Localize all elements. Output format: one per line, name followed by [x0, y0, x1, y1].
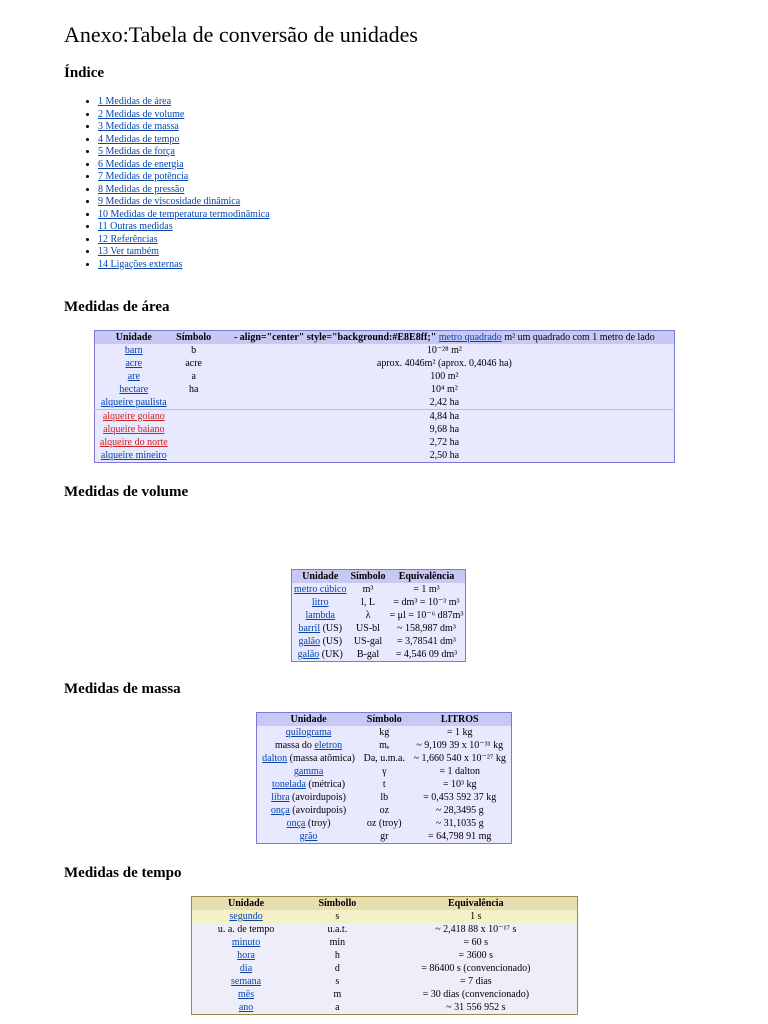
toc-link[interactable]: 5 Medidas de força — [98, 146, 175, 157]
table-header-row — [257, 713, 512, 727]
toc-heading: Índice — [64, 65, 105, 81]
toc-link[interactable]: 2 Medidas de volume — [98, 108, 185, 120]
unit-cell — [292, 622, 349, 635]
unit-link[interactable]: segundo — [229, 911, 263, 922]
unit-qualifier: (métrica) — [305, 779, 346, 790]
unit-link[interactable]: onça — [270, 805, 290, 816]
unit-cell — [95, 449, 173, 463]
unit-qualifier: (massa atômica) — [287, 753, 355, 764]
table-row — [95, 370, 675, 383]
toc-item — [98, 209, 270, 222]
equivalence-cell: ~ 9,109 39 x 10⁻³¹ kg — [416, 740, 504, 751]
unit-cell — [95, 357, 173, 370]
column-header: Símbolo — [173, 331, 215, 345]
unit-link[interactable]: eletron — [314, 740, 343, 751]
table-row — [292, 622, 466, 635]
table-row — [257, 817, 512, 830]
unit-cell — [292, 583, 349, 596]
symbol-cell: s — [335, 976, 340, 987]
equivalence-cell: = 3,78541 dm³ — [397, 636, 456, 647]
column-header: Símbolo — [360, 713, 408, 727]
toc-item — [98, 196, 270, 209]
equivalence-cell: ~ 31 556 952 s — [446, 1002, 506, 1013]
unit-link[interactable]: barril — [298, 623, 321, 634]
toc-link[interactable]: 7 Medidas de potência — [98, 171, 189, 182]
unit-cell — [192, 1001, 301, 1015]
table-row — [95, 383, 675, 396]
header-description: m² um quadrado com 1 metro de lado — [504, 332, 655, 343]
table-row — [257, 804, 512, 817]
unit-prefix: massa do — [274, 740, 315, 751]
symbol-cell: kg — [379, 727, 390, 738]
unit-qualifier: (troy) — [305, 818, 331, 829]
table-header-row — [192, 897, 578, 911]
equivalence-cell: = 10³ kg — [442, 779, 477, 790]
unit-link[interactable]: galão — [298, 636, 321, 647]
unit-link[interactable]: dalton — [262, 753, 288, 764]
toc-item — [98, 184, 270, 197]
column-header: LITROS — [408, 713, 511, 727]
unit-link[interactable]: are — [127, 371, 140, 382]
page-title: Anexo:Tabela de conversão de unidades — [64, 22, 418, 47]
link-metro-quadrado[interactable]: metro quadrado — [438, 332, 502, 343]
toc-link[interactable]: 10 Medidas de temperatura termodinâmica — [98, 208, 270, 220]
unit-link[interactable]: grão — [299, 831, 318, 842]
toc-item — [98, 96, 270, 109]
unit-qualifier: (avoirdupois) — [289, 792, 346, 803]
equivalence-cell: ~ 28,3495 g — [435, 805, 484, 816]
table-row — [192, 910, 578, 923]
unit-cell — [292, 635, 349, 648]
table-row — [257, 778, 512, 791]
table-header-row — [95, 331, 675, 345]
table-row — [192, 949, 578, 962]
column-header: Unidade — [292, 570, 349, 584]
table-row — [292, 609, 466, 622]
symbol-cell: B-gal — [356, 649, 380, 660]
toc-link[interactable]: 13 Ver também — [98, 246, 159, 257]
symbol-cell: λ — [365, 610, 371, 621]
unit-link[interactable]: litro — [311, 597, 329, 608]
toc-item — [98, 146, 270, 159]
symbol-cell: ha — [188, 384, 199, 395]
table-row — [192, 975, 578, 988]
symbol-cell — [173, 396, 215, 410]
symbol-cell: oz (troy) — [366, 818, 402, 829]
table-row — [292, 596, 466, 609]
unit-cell — [257, 765, 361, 778]
symbol-cell: US-bl — [356, 623, 380, 634]
table-row — [257, 739, 512, 752]
equivalence-cell: ~ 1,660 540 x 10⁻²⁷ kg — [413, 753, 506, 764]
unit-link[interactable]: acre — [125, 358, 143, 369]
equivalence-cell: = 0,453 592 37 kg — [423, 792, 497, 803]
unit-cell — [192, 936, 301, 949]
unit-link[interactable]: alqueire do norte — [99, 437, 168, 448]
symbol-cell: b — [191, 345, 197, 356]
unit-link[interactable]: libra — [271, 792, 290, 803]
unit-link[interactable]: tonelada — [272, 779, 306, 790]
toc-item — [98, 221, 270, 234]
toc-link[interactable]: 3 Medidas de massa — [98, 121, 179, 132]
equivalence-cell: = dm³ = 10⁻³ m³ — [393, 597, 460, 608]
equivalence-cell: 10⁻²⁸ m² — [426, 345, 462, 356]
table-row — [192, 923, 578, 936]
equivalence-cell: = 60 s — [463, 937, 489, 948]
symbol-cell: t — [382, 779, 386, 790]
toc-item — [98, 259, 270, 272]
equivalence-cell: = 1 kg — [446, 727, 473, 738]
unit-link[interactable]: galão — [297, 649, 320, 660]
unit-cell — [257, 752, 361, 765]
equivalence-cell: = 30 dias (convencionado) — [422, 989, 530, 1000]
equivalence-cell: = 7 dias — [459, 976, 492, 987]
toc-link[interactable]: 9 Medidas de viscosidade dinâmica — [98, 196, 241, 207]
unit-qualifier: (US) — [320, 636, 343, 647]
table-row — [95, 436, 675, 449]
unit-qualifier: (avoirdupois) — [289, 805, 347, 816]
table-row — [192, 936, 578, 949]
toc-item — [98, 134, 270, 147]
unit-cell — [192, 988, 301, 1001]
table-of-contents — [82, 96, 270, 271]
column-header: Unidade — [257, 713, 361, 727]
unit-cell — [292, 648, 349, 662]
unit-cell — [95, 436, 173, 449]
symbol-cell: acre — [185, 358, 202, 369]
equivalence-cell: = μl = 10⁻⁶ d87m³ — [389, 610, 464, 621]
symbol-cell — [173, 449, 215, 463]
unit-link[interactable]: onça — [286, 818, 306, 829]
unit-cell — [95, 370, 173, 383]
unit-cell — [95, 383, 173, 396]
unit-link[interactable]: alqueire mineiro — [100, 450, 167, 461]
unit-cell — [95, 423, 173, 436]
table-row — [257, 726, 512, 739]
equivalence-cell: 100 m² — [430, 371, 459, 382]
table-row — [192, 1001, 578, 1015]
unit-link[interactable]: alqueire baiano — [103, 424, 165, 435]
equivalence-cell: 2,72 ha — [429, 437, 460, 448]
section-heading-massa: Medidas de massa — [64, 681, 181, 697]
table-row — [95, 449, 675, 463]
tempo-table — [191, 896, 578, 1015]
symbol-cell: h — [334, 950, 340, 961]
unit-cell — [292, 596, 349, 609]
table-row — [257, 765, 512, 778]
unit-link[interactable]: alqueire paulista — [100, 397, 167, 408]
section-heading-tempo: Medidas de tempo — [64, 865, 182, 881]
symbol-cell: s — [300, 910, 375, 923]
equivalence-cell: = 86400 s (convencionado) — [421, 963, 531, 974]
unit-link[interactable]: alqueire goiano — [102, 411, 165, 422]
toc-item — [98, 121, 270, 134]
column-header: Unidade — [192, 897, 301, 911]
toc-link[interactable]: 1 Medidas de área — [98, 96, 172, 107]
toc-link[interactable]: 4 Medidas de tempo — [98, 133, 180, 145]
table-row — [95, 410, 675, 424]
equivalence-cell: = 64,798 91 mg — [428, 831, 492, 842]
symbol-cell — [173, 423, 215, 436]
symbol-cell — [173, 410, 215, 424]
massa-table — [256, 712, 512, 844]
unit-text: u. a. de tempo — [217, 924, 275, 935]
raw-markup-text: - align="center" style="background:#E8E8ff;" — [233, 332, 437, 343]
table-row — [192, 962, 578, 975]
symbol-cell: d — [334, 963, 340, 974]
unit-cell — [257, 778, 361, 791]
table-row — [95, 344, 675, 357]
toc-item — [98, 159, 270, 172]
unit-cell — [192, 923, 301, 936]
toc-item — [98, 171, 270, 184]
symbol-cell: Da, u.m.a. — [363, 753, 405, 764]
unit-cell — [257, 817, 361, 830]
unit-link[interactable]: semana — [231, 976, 262, 987]
unit-link[interactable]: minuto — [231, 937, 261, 948]
equivalence-cell: ~ 31,1035 g — [435, 818, 484, 829]
unit-cell — [257, 791, 361, 804]
table-row — [95, 357, 675, 370]
symbol-cell: a — [191, 371, 196, 382]
symbol-cell: u.a.t. — [327, 924, 348, 935]
unit-qualifier: (UK) — [319, 649, 343, 660]
unit-link[interactable]: hectare — [119, 384, 149, 395]
unit-cell — [95, 344, 173, 357]
table-header-row — [292, 570, 466, 584]
table-row — [292, 583, 466, 596]
symbol-cell: m³ — [362, 584, 374, 595]
unit-link[interactable]: metro cúbico — [294, 584, 347, 595]
equivalence-cell: = 4,546 09 dm³ — [395, 649, 458, 660]
table-row — [95, 396, 675, 410]
unit-cell — [95, 410, 173, 424]
unit-link[interactable]: mês — [237, 989, 255, 1000]
table-row — [257, 752, 512, 765]
unit-cell — [257, 726, 361, 739]
unit-cell — [95, 396, 173, 410]
equivalence-cell: 2,42 ha — [429, 397, 460, 408]
unit-link[interactable]: lambda — [305, 610, 335, 621]
unit-cell — [192, 910, 301, 923]
equivalence-cell: aprox. 4046m² (aprox. 0,4046 ha) — [376, 358, 512, 369]
section-heading-area: Medidas de área — [64, 299, 170, 315]
unit-cell — [257, 804, 361, 817]
unit-cell — [257, 739, 361, 752]
unit-link[interactable]: gamma — [293, 766, 324, 777]
table-row — [292, 648, 466, 662]
symbol-cell: gr — [380, 831, 389, 842]
area-table — [94, 330, 675, 463]
symbol-cell — [173, 436, 215, 449]
column-header-malformed — [215, 331, 675, 345]
toc-link[interactable]: 12 Referências — [98, 233, 158, 245]
section-heading-volume: Medidas de volume — [64, 484, 189, 500]
table-row — [95, 423, 675, 436]
symbol-cell: oz — [379, 805, 390, 816]
column-header: Símbolo — [350, 571, 386, 582]
volume-table — [291, 569, 466, 662]
equivalence-cell: = 1 dalton — [439, 766, 481, 777]
toc-item — [98, 109, 270, 122]
unit-link[interactable]: hora — [237, 950, 255, 961]
unit-cell — [192, 949, 301, 962]
unit-cell — [192, 975, 301, 988]
equivalence-cell: ~ 2,418 88 x 10⁻¹⁷ s — [435, 924, 517, 935]
symbol-cell: l, L — [361, 597, 375, 608]
toc-link[interactable]: 14 Ligações externas — [98, 258, 183, 270]
equivalence-cell: = 1 m³ — [413, 584, 440, 595]
unit-link[interactable]: dia — [239, 963, 253, 974]
column-header: Símbollo — [300, 897, 375, 911]
symbol-cell: lb — [380, 792, 389, 803]
symbol-cell: γ — [382, 766, 387, 777]
equivalence-cell: = 3600 s — [458, 950, 494, 961]
toc-link[interactable]: 8 Medidas de pressão — [98, 183, 185, 195]
column-header: Equivalência — [388, 570, 466, 584]
symbol-cell: m — [333, 989, 342, 1000]
equivalence-cell: 1 s — [375, 910, 578, 923]
unit-cell — [257, 830, 361, 844]
table-row — [257, 791, 512, 804]
symbol-cell: mₑ — [379, 740, 390, 751]
table-row — [192, 988, 578, 1001]
unit-cell — [292, 609, 349, 622]
unit-link[interactable]: barn — [124, 345, 143, 356]
toc-link[interactable]: 11 Outras medidas — [98, 221, 173, 232]
toc-item — [98, 234, 270, 247]
toc-link[interactable]: 6 Medidas de energia — [98, 158, 184, 170]
toc-item — [98, 246, 270, 259]
equivalence-cell: 10⁴ m² — [430, 384, 458, 395]
table-row — [292, 635, 466, 648]
equivalence-cell: 9,68 ha — [429, 424, 460, 435]
column-header: Unidade — [95, 331, 173, 345]
equivalence-cell: ~ 158,987 dm³ — [397, 623, 456, 634]
equivalence-cell: 4,84 ha — [215, 410, 675, 424]
unit-link[interactable]: quilograma — [285, 727, 332, 738]
unit-cell — [192, 962, 301, 975]
unit-qualifier: (US) — [320, 623, 343, 634]
equivalence-cell: 2,50 ha — [429, 450, 460, 461]
symbol-cell: a — [335, 1002, 340, 1013]
column-header: Equivalência — [375, 897, 578, 911]
table-row — [257, 830, 512, 844]
unit-link[interactable]: ano — [238, 1002, 254, 1013]
symbol-cell: min — [329, 937, 346, 948]
symbol-cell: US-gal — [353, 636, 383, 647]
